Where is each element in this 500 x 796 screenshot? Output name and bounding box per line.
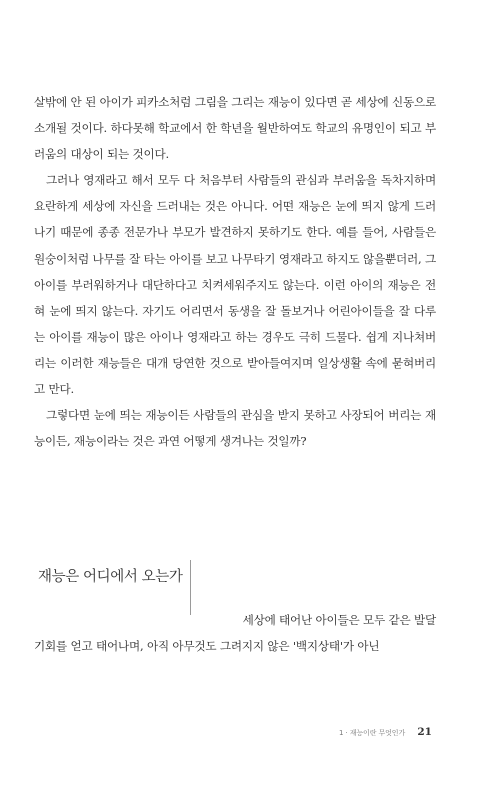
paragraph-2: 그러나 영재라고 해서 모두 다 처음부터 사람들의 관심과 부러움을 독차지하며 요란하게 세상에 자신을 드러내는 것은 아니다. 어떤 재능은 눈에 띄지 않게 드러나기 때문에 종종 전문가나 부모가 발견하지 못하기도 한다. 예를 들어, 사람들은 원숭이처럼 나무를 잘 타는 아이를 보고 나무타기 영재라고 하지도 않을뿐더러, 그 아이를 부러워하거나 대단하다고 치켜세워주지도 않는다. 이런 아이의 재능은 전혀 눈에 띄지 않는다. 자기도 어리면서 동생을 잘 돌보거나 어린아이들을 잘 다루는 아이를 재능이 많은 아이나 영재라고 하는 경우도 극히 드물다. 쉽게 지나쳐버리는 이러한 재능들은 대개 당연한 것으로 받아들여지며 일상생활 속에 묻혀버리고 만다. (34, 173, 436, 397)
body-text (34, 89, 436, 454)
section-text (34, 607, 436, 659)
page-footer (0, 726, 432, 738)
paragraph-1: 살밖에 안 된 아이가 피카소처럼 그림을 그리는 재능이 있다면 곧 세상에 신동으로 소개될 것이다. 하다못해 학교에서 한 학년을 월반하여도 학교의 유명인이 되고 부러움의 대상이 되는 것이다. (34, 95, 436, 162)
paragraph-3: 그렇다면 눈에 띄는 재능이든 사람들의 관심을 받지 못하고 사장되어 버리는 재능이든, 재능이라는 것은 과연 어떻게 생겨나는 것일까? (34, 408, 436, 449)
page-number: 21 (417, 726, 432, 738)
footer-chapter-title: 1 · 재능이란 무엇인가 (338, 729, 406, 737)
section-text-line-1: 세상에 태어난 아이들은 모두 같은 발달 (242, 613, 436, 627)
section-heading: 재능은 어디에서 오는가 (38, 569, 183, 585)
section-text-line-2: 기회를 얻고 태어나며, 아직 아무것도 그려지지 않은 '백지상태'가 아닌 (34, 639, 380, 654)
